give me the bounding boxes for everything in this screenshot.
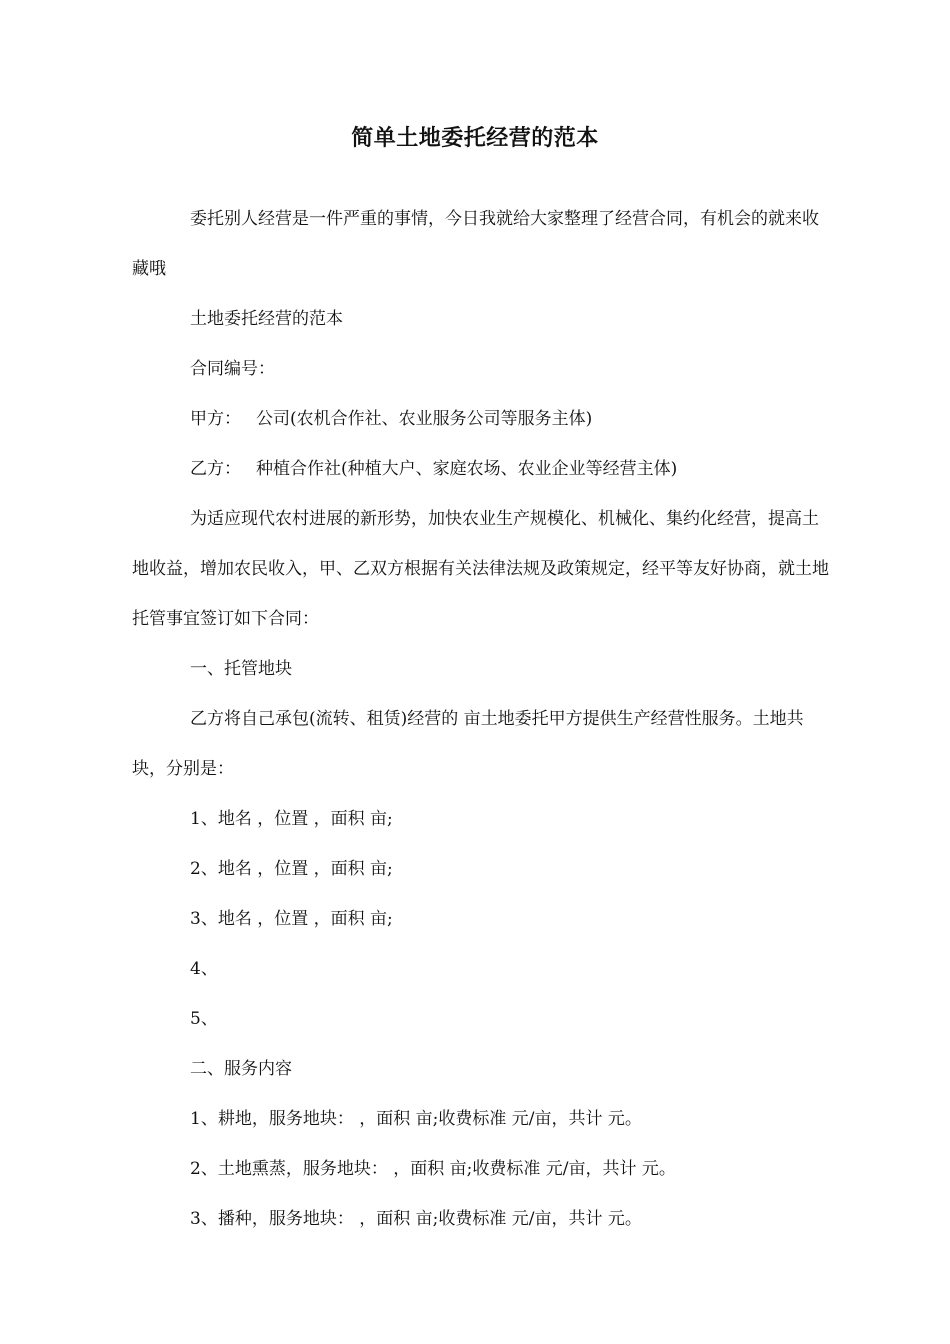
party-a-line [132, 394, 834, 444]
section1-body: 乙方将自己承包(流转、租赁)经营的 亩土地委托甲方提供生产经营性服务。土地共 块，分别是： [132, 709, 804, 779]
contract-number-line: 合同编号： [190, 359, 275, 379]
document-body [132, 194, 834, 1244]
section2-heading: 二、服务内容 [190, 1059, 292, 1079]
document-title: 简单土地委托经营的范本 [351, 126, 599, 151]
service-item: 1、耕地，服务地块： ，面积 亩;收费标准 元/亩，共计 元。 [190, 1109, 642, 1129]
preamble-paragraph: 为适应现代农村进展的新形势，加快农业生产规模化、机械化、集约化经营，提高土地收益，增加农民收入，甲、乙双方根据有关法律法规及政策规定，经平等友好协商，就土地托管事宜签订如下合同： [132, 509, 829, 629]
party-a-label: 甲方： [190, 409, 241, 429]
subtitle-paragraph: 土地委托经营的范本 [190, 309, 343, 329]
land-item: 5、 [190, 1009, 218, 1029]
service-item: 2、土地熏蒸，服务地块： ，面积 亩;收费标准 元/亩，共计 元。 [190, 1159, 676, 1179]
land-item: 4、 [190, 959, 218, 979]
service-item: 3、播种，服务地块： ，面积 亩;收费标准 元/亩，共计 元。 [190, 1209, 642, 1229]
party-b-label: 乙方： [190, 459, 241, 479]
party-b-line [132, 444, 834, 494]
intro-paragraph: 委托别人经营是一件严重的事情，今日我就给大家整理了经营合同，有机会的就来收藏哦 [132, 209, 819, 279]
land-item: 1、地名 ，位置 ，面积 亩; [190, 809, 393, 829]
land-item: 2、地名 ，位置 ，面积 亩; [190, 859, 393, 879]
section1-heading: 一、托管地块 [190, 659, 292, 679]
land-item: 3、地名 ，位置 ，面积 亩; [190, 909, 393, 929]
party-a-value: 公司(农机合作社、农业服务公司等服务主体) [256, 409, 593, 429]
party-b-value: 种植合作社(种植大户、家庭农场、农业企业等经营主体) [256, 459, 678, 479]
